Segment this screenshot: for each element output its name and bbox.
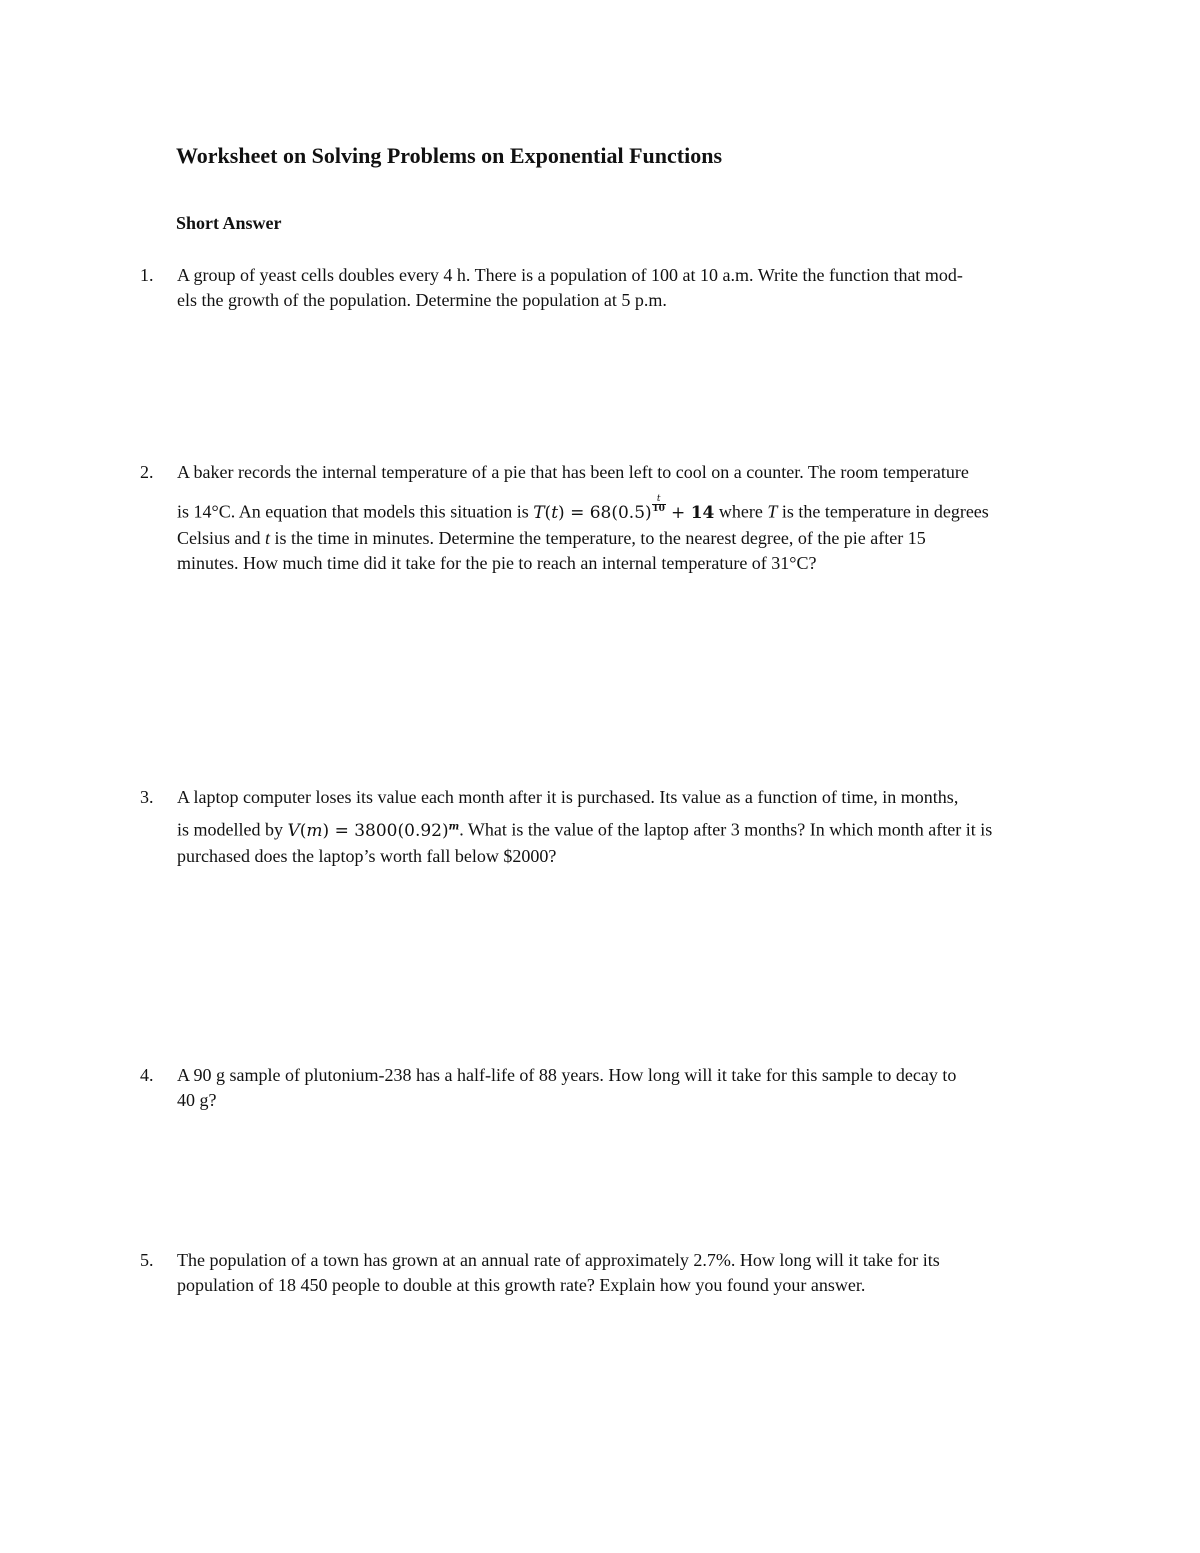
- equation-body: = 3800(0.92): [329, 820, 449, 841]
- function-variable: t: [551, 502, 559, 523]
- question-line: A baker records the internal temperature of a pie that has been left to cool on a counter. The room temperature: [177, 462, 969, 482]
- fraction-exponent: [652, 495, 666, 514]
- section-heading: Short Answer: [176, 213, 282, 233]
- question-line: 40 g?: [177, 1090, 217, 1110]
- question-line: [177, 526, 1130, 551]
- question-1: [140, 263, 1130, 313]
- question-line: els the growth of the population. Determine the population at 5 p.m.: [177, 290, 667, 310]
- question-text: [177, 785, 1130, 869]
- equation-plus: +: [665, 502, 691, 523]
- exponent-numerator: t: [652, 495, 666, 505]
- question-3: [140, 785, 1130, 869]
- exponent-denominator: 10: [652, 504, 665, 514]
- function-name: T: [533, 502, 545, 523]
- question-line: A group of yeast cells doubles every 4 h. There is a population of 100 at 10 a.m. Write the function that mod-: [177, 265, 963, 285]
- question-text: [177, 1248, 1130, 1298]
- equation-constant: 14: [690, 502, 715, 523]
- variable-name: t: [265, 527, 271, 548]
- function-name: V: [287, 820, 300, 841]
- question-line: [177, 495, 1130, 526]
- value-equation: $V(m) = 3800(0.92)^m$: [287, 820, 460, 841]
- question-line: A laptop computer loses its value each month after it is purchased. Its value as a function of time, in months,: [177, 787, 959, 807]
- question-line: [177, 814, 1130, 844]
- question-line: purchased does the laptop’s worth fall below $2000?: [177, 845, 557, 866]
- question-text-segment: where: [714, 501, 768, 522]
- question-text-segment: Celsius and: [177, 527, 265, 548]
- temperature-equation: T(t) = 68(0.5) $\frac{t}{10}$ + 14: [533, 494, 715, 523]
- variable-name: T: [767, 501, 778, 522]
- question-text-segment: is the temperature in degrees: [777, 501, 989, 522]
- question-4: [140, 1063, 1130, 1113]
- question-number: 3.: [140, 787, 154, 807]
- question-text-segment: is 14°C. An equation that models this situation is: [177, 501, 534, 522]
- question-2: [140, 460, 1130, 576]
- equation-body: = 68(0.5): [564, 502, 652, 523]
- question-text: [177, 460, 1130, 576]
- question-text-segment: is modelled by: [177, 819, 288, 840]
- question-number: 4.: [140, 1065, 154, 1085]
- question-text: [177, 1063, 1130, 1113]
- equation-exponent: m: [448, 821, 460, 832]
- question-line: minutes. How much time did it take for the pie to reach an internal temperature of 31°C?: [177, 552, 817, 573]
- question-number: 1.: [140, 265, 154, 285]
- question-line: The population of a town has grown at an annual rate of approximately 2.7%. How long will it take for its: [177, 1250, 940, 1270]
- question-number: 2.: [140, 462, 154, 482]
- question-5: [140, 1248, 1130, 1298]
- question-line: A 90 g sample of plutonium-238 has a half-life of 88 years. How long will it take for this sample to decay to: [177, 1065, 957, 1085]
- question-text: [177, 263, 1130, 313]
- question-line: population of 18 450 people to double at this growth rate? Explain how you found your answer.: [177, 1275, 866, 1295]
- question-text-segment: is the time in minutes. Determine the temperature, to the nearest degree, of the pie after 15: [270, 527, 926, 548]
- question-text-segment: . What is the value of the laptop after 3 months? In which month after it is: [459, 819, 993, 840]
- function-variable: m: [306, 820, 323, 841]
- page-title: Worksheet on Solving Problems on Exponential Functions: [176, 143, 723, 168]
- question-number: 5.: [140, 1250, 154, 1270]
